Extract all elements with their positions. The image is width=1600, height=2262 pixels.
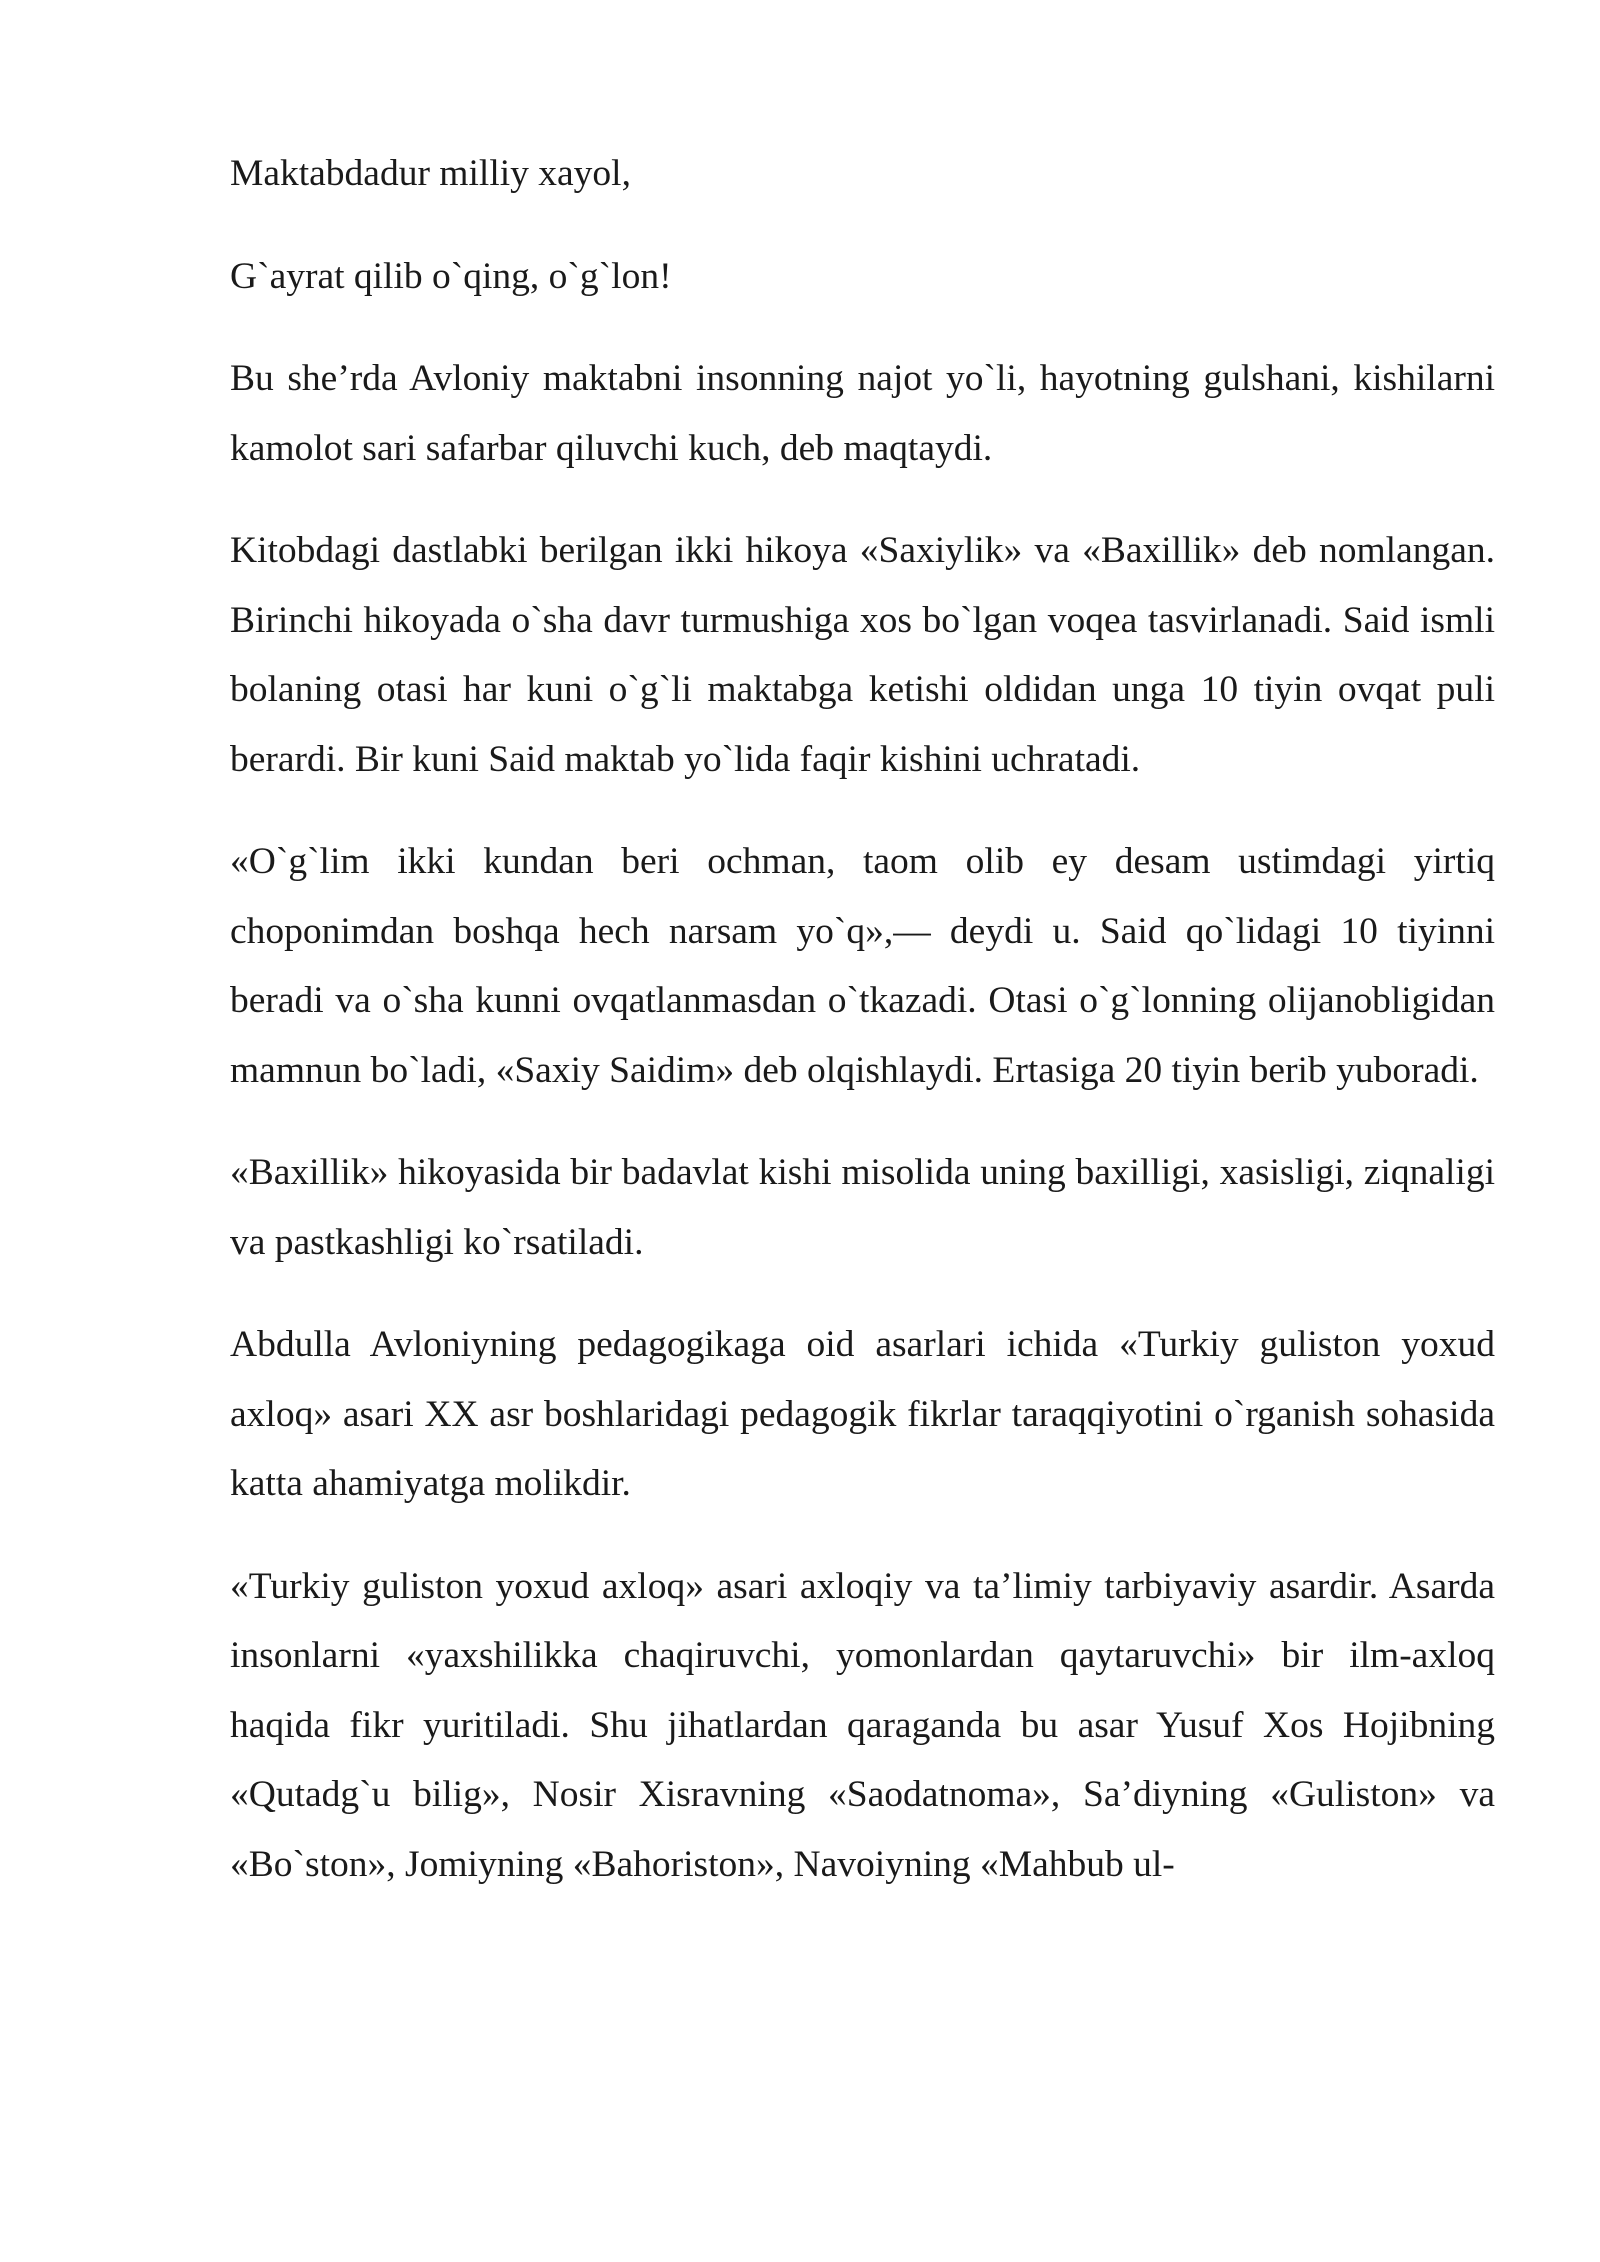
paragraph-she-r-praise: Bu she’rda Avloniy maktabni insonning najot yo`li, hayotning gulshani, kishilarni kamolot sari safarbar qiluvchi kuch, deb maqtaydi. xyxy=(230,358,1495,469)
paragraph-faqir-speech: «O`g`lim ikki kundan beri ochman, taom olib ey desam ustimdagi yirtiq choponimdan boshqa hech narsam yo`q»,— deydi u. Said qo`lidagi 10 tiyinni beradi va o`sha kunni ovqatlanmasdan o`tkazadi. Otasi o`g`lonning olijanobligidan mamnun bo`ladi, «Saxiy Saidim» deb olqishlaydi. Ertasiga 20 tiyin berib yuboradi. xyxy=(230,841,1495,1091)
verse-line-1: Maktabdadur milliy xayol, xyxy=(230,153,631,194)
paragraph-turkiy-guliston-intro: Abdulla Avloniyning pedagogikaga oid asarlari ichida «Turkiy guliston yoxud axloq» asari XX asr boshlaridagi pedagogik fikrlar taraqqiyotini o`rganish sohasida katta ahamiyatga molikdir. xyxy=(230,1324,1495,1504)
paragraph-turkiy-guliston-details: «Turkiy guliston yoxud axloq» asari axloqiy va ta’limiy tarbiyaviy asardir. Asarda insonlarni «yaxshilikka chaqiruvchi, yomonlardan qaytaruvchi» bir ilm-axloq haqida fikr yuritiladi. Shu jihatlardan qaraganda bu asar Yusuf Xos Hojibning «Qutadg`u bilig», Nosir Xisravning «Saodatnoma», Sa’diyning «Guliston» va «Bo`ston», Jomiyning «Bahoriston», Navoiyning «Mahbub ul- xyxy=(230,1565,1495,1885)
verse-line-2: G`ayrat qilib o`qing, o`g`lon! xyxy=(230,255,672,297)
paragraph-saxiylik-story: Kitobdagi dastlabki berilgan ikki hikoya «Saxiylik» va «Baxillik» deb nomlangan. Birinchi hikoyada o`sha davr turmushiga xos bo`lgan voqea tasvirlanadi. Said ismli bolaning otasi har kuni o`g`li maktabga ketishi oldidan unga 10 tiyin ovqat puli berardi. Bir kuni Said maktab yo`lida faqir kishini uchratadi. xyxy=(230,530,1495,780)
paragraph-baxillik-story: «Baxillik» hikoyasida bir badavlat kishi misolida uning baxilligi, xasisligi, ziqnaligi va pastkashligi ko`rsatiladi. xyxy=(230,1152,1495,1263)
document-page xyxy=(230,139,1495,1932)
